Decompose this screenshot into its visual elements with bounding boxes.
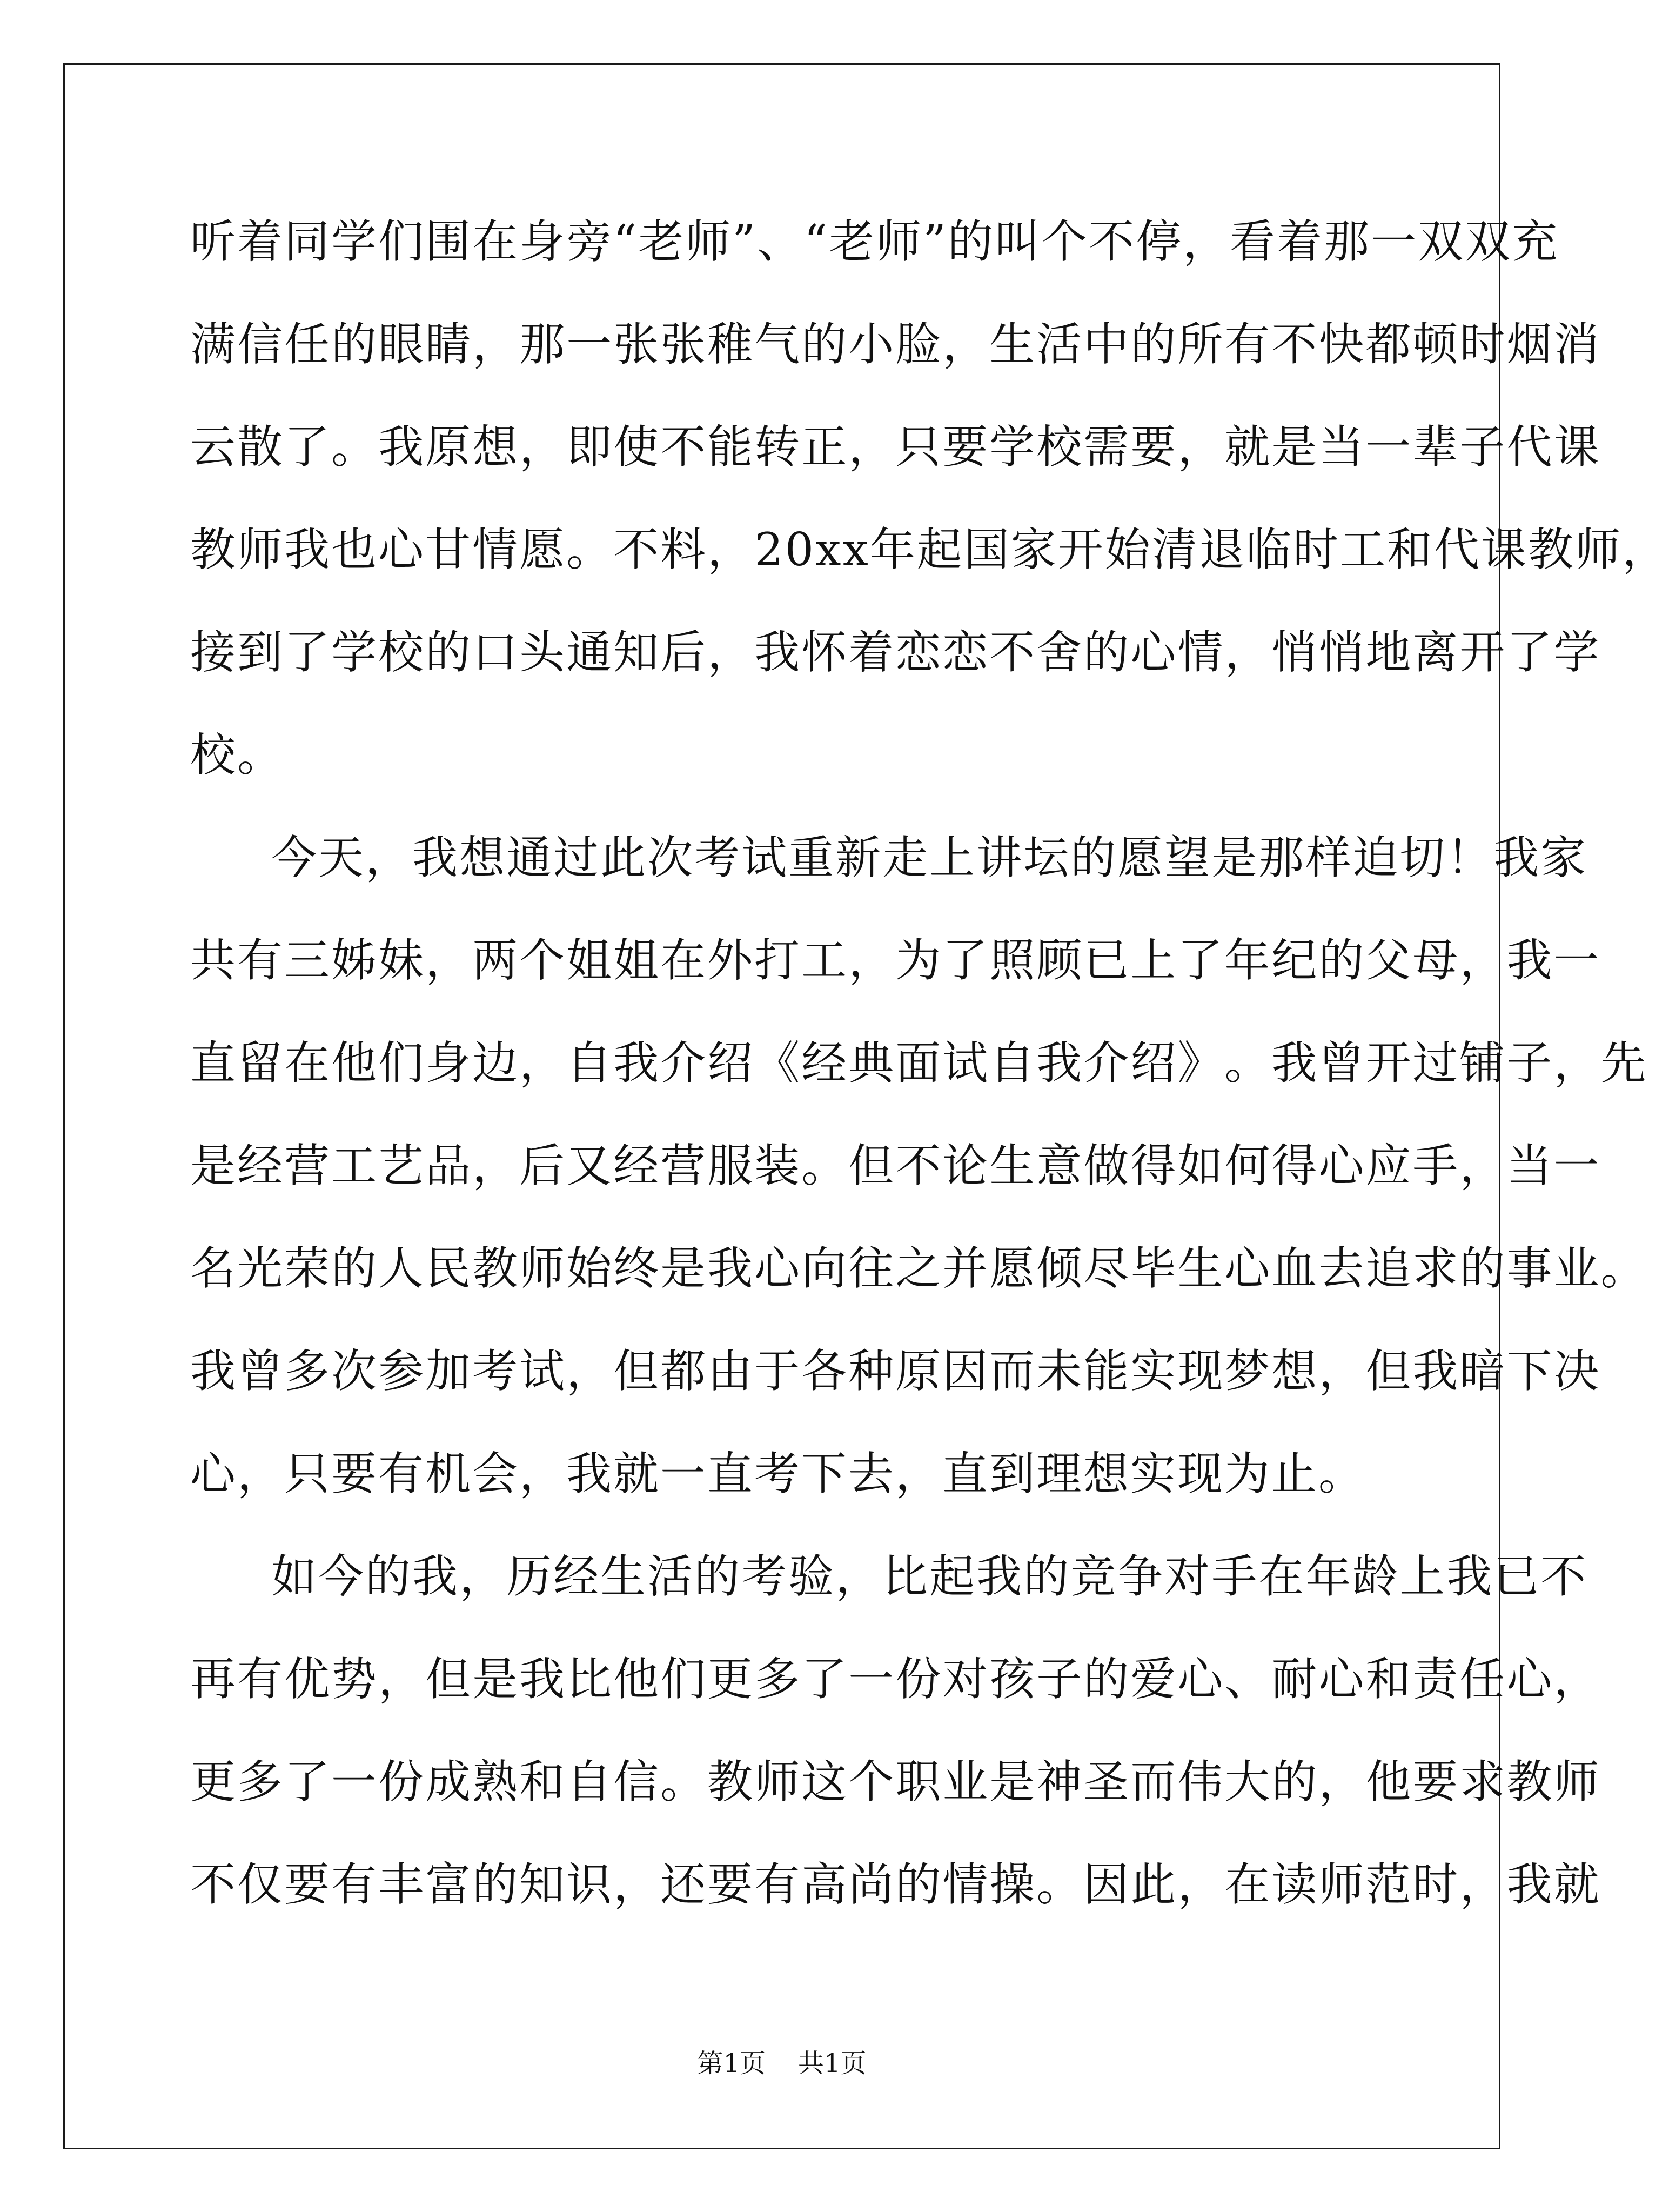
text-line: 校。	[190, 729, 285, 781]
text-line: 直 留 在 他 们 身 边 ， 自 我 介 绍 《 经 典 面 试 自 我 介 绍 》 。 我 曾 开 过 铺 子 ， 先	[190, 1037, 1648, 1090]
text-line: 听 着 同 学 们 围 在 身 旁 “ 老 师 ” 、 “ 老 师 ” 的 叫 个 不 停 ， 看 着 那 一 双 双 充	[190, 215, 1559, 268]
text-line: 心，只要有机会，我就一直考下去，直到理想实现为止。	[190, 1447, 1366, 1500]
text-line: 共 有 三 姊 妹 ， 两 个 姐 姐 在 外 打 工 ， 为 了 照 顾 已 上 了 年 纪 的 父 母 ， 我 一	[190, 934, 1601, 987]
text-line: 满 信 任 的 眼 睛 ， 那 一 张 张 稚 气 的 小 脸 ， 生 活 中 的 所 有 不 快 都 顿 时 烟 消	[190, 318, 1601, 371]
paragraph	[190, 201, 1669, 817]
text-line: 不 仅 要 有 丰 富 的 知 识 ， 还 要 有 高 尚 的 情 操 。 因 此 ， 在 读 师 范 时 ， 我 就	[190, 1858, 1601, 1911]
text-line: 是 经 营 工 艺 品 ， 后 又 经 营 服 装 。 但 不 论 生 意 做 得 如 何 得 心 应 手 ， 当 一	[190, 1139, 1601, 1192]
page-number: 第1页	[697, 2048, 766, 2079]
page-count: 共1页	[798, 2048, 867, 2079]
document-body	[190, 201, 1669, 1947]
paragraph	[190, 817, 1648, 1536]
text-line: 接 到 了 学 校 的 口 头 通 知 后 ， 我 怀 着 恋 恋 不 舍 的 心 情 ， 悄 悄 地 离 开 了 学	[190, 626, 1601, 679]
text-line: 更 多 了 一 份 成 熟 和 自 信 。 教 师 这 个 职 业 是 神 圣 而 伟 大 的 ， 他 要 求 教 师	[190, 1755, 1601, 1808]
text-line: 我 曾 多 次 参 加 考 试 ， 但 都 由 于 各 种 原 因 而 未 能 实 现 梦 想 ， 但 我 暗 下 决	[190, 1345, 1601, 1398]
text-line: 教 师 我 也 心 甘 情 愿 。 不 料 ， 2 0 x x 年 起 国 家 开 始 清 退 临 时 工 和 代 课 教 师 ，	[190, 523, 1669, 576]
text-line: 今 天 ， 我 想 通 过 此 次 考 试 重 新 走 上 讲 坛 的 愿 望 是 那 样 迫 切 ！ 我 家	[271, 831, 1588, 884]
text-line: 再 有 优 势 ， 但 是 我 比 他 们 更 多 了 一 份 对 孩 子 的 爱 心 、 耐 心 和 责 任 心 ，	[190, 1653, 1601, 1706]
text-line: 名 光 荣 的 人 民 教 师 始 终 是 我 心 向 往 之 并 愿 倾 尽 毕 生 心 血 去 追 求 的 事 业 。	[190, 1242, 1648, 1295]
page-footer	[0, 2047, 1564, 2080]
paragraph	[190, 1536, 1601, 1947]
text-line: 云 散 了 。 我 原 想 ， 即 使 不 能 转 正 ， 只 要 学 校 需 要 ， 就 是 当 一 辈 子 代 课	[190, 420, 1601, 473]
text-line: 如 今 的 我 ， 历 经 生 活 的 考 验 ， 比 起 我 的 竞 争 对 手 在 年 龄 上 我 已 不	[271, 1550, 1588, 1603]
